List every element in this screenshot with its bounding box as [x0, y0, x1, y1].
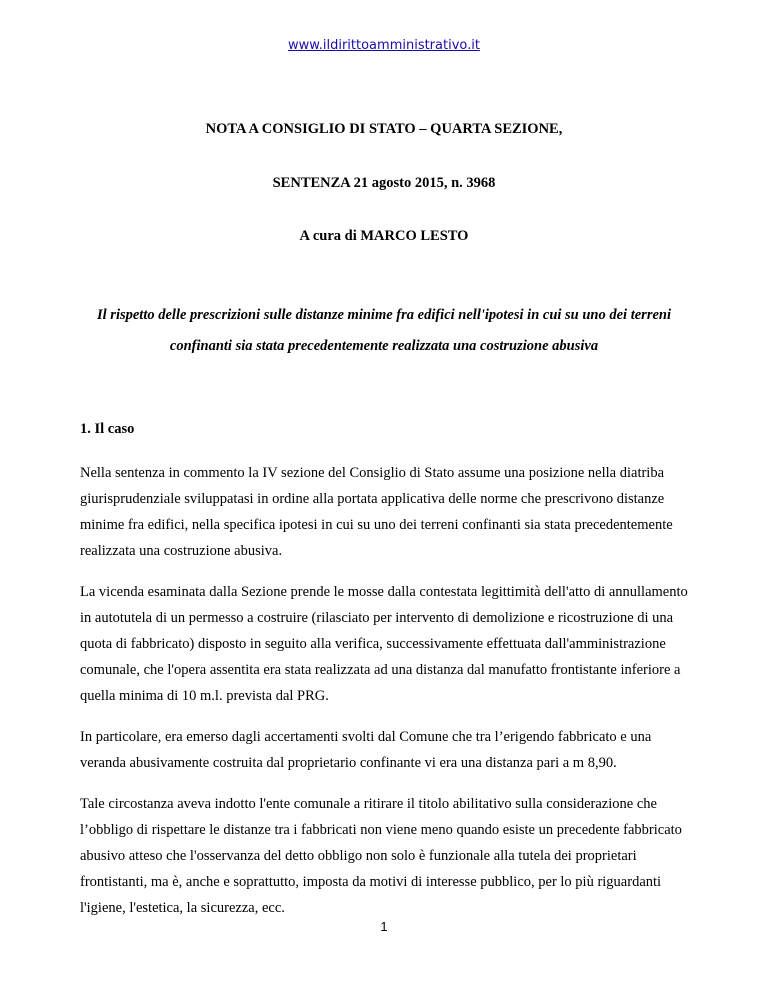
paragraph-3: In particolare, era emerso dagli accertamenti svolti dal Comune che tra l’erigendo fabbricato e una veranda abusivamente costruita dal proprietario confinante vi era una distanza pari a m 8,90.: [80, 729, 652, 771]
site-link[interactable]: www.ildirittoamministrativo.it: [288, 38, 480, 53]
section-heading: 1. Il caso: [80, 421, 135, 437]
body-text: [80, 460, 690, 936]
paragraph-1: Nella sentenza in commento la IV sezione del Consiglio di Stato assume una posizione nella diatriba giurisprudenziale sviluppatasi in ordine alla portata applicativa delle norme che prescrivono distanze minime fra edifici, nella specifica ipotesi in cui su uno dei terreni confinanti sia stata precedentemente realizzata una costruzione abusiva.: [80, 465, 673, 559]
document-subtitle: Il rispetto delle prescrizioni sulle distanze minime fra edifici nell'ipotesi in cui su uno dei terreni confinanti sia stata precedentemente realizzata una costruzione abusiva: [97, 307, 671, 354]
paragraph-2: La vicenda esaminata dalla Sezione prende le mosse dalla contestata legittimità dell'atto di annullamento in autotutela di un permesso a costruire (rilasciato per intervento di demolizione e ricostruzione di una quota di fabbricato) disposto in seguito alla verifica, successivamente effettuata dall'amministrazione comunale, che l'opera assentita era stata realizzata ad una distanza dal manufatto frontistante inferiore a quella minima di 10 m.l. prevista dal PRG.: [80, 584, 688, 704]
document-title-line-2: SENTENZA 21 agosto 2015, n. 3968: [272, 175, 496, 191]
document-title-line-1: NOTA A CONSIGLIO DI STATO – QUARTA SEZIONE,: [205, 121, 563, 137]
page-number: 1: [380, 919, 388, 934]
document-author: A cura di MARCO LESTO: [299, 228, 469, 244]
paragraph-4: Tale circostanza aveva indotto l'ente comunale a ritirare il titolo abilitativo sulla considerazione che l’obbligo di rispettare le distanze tra i fabbricati non viene meno quando esiste un precedente fabbricato abusivo atteso che l'osservanza del detto obbligo non solo è funzionale alla tutela dei proprietari frontistanti, ma è, anche e soprattutto, imposta da motivi di interesse pubblico, per lo più riguardanti l'igiene, l'estetica, la sicurezza, ecc.: [80, 796, 682, 916]
